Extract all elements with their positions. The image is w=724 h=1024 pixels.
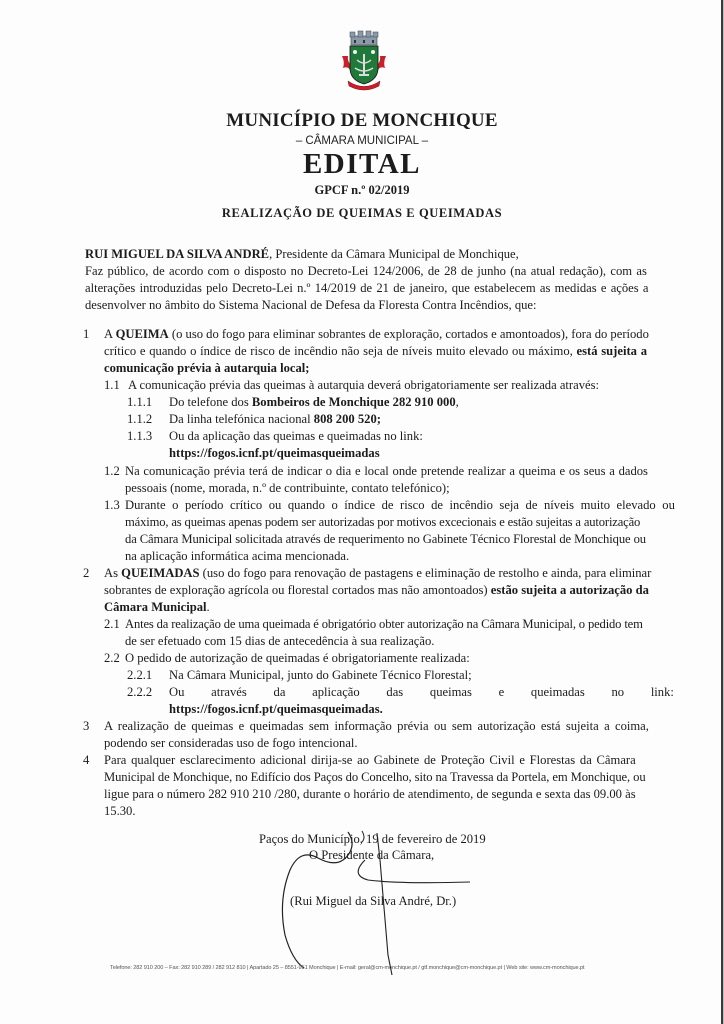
item-2-1-line-1: Antes da realização de uma queimada é obrigatório obter autorização na Câmara Municipal, o pedido tem [125,617,643,631]
item-2-2-text: O pedido de autorização de queimadas é obrigatoriamente realizada: [125,651,470,665]
footer-contact-info: Telefone: 282 910 200 – Fax: 282 910 289 / 282 912 810 | Apartado 25 – 8551-951 Monchique | E-mail: geral@cm-monchique.pt / gtf.monchique@cm-monchique.pt | Web site: www.cm-monchique.pt [110,965,585,971]
item-4-line-1: Para qualquer esclarecimento adicional dirija-se ao Gabinete de Proteção Civil e Florestas da Câmara [104,753,636,767]
item-1-1-2-pre: Da linha telefónica nacional [169,412,314,426]
coat-of-arms-icon [339,30,389,92]
municipality-title: MUNICÍPIO DE MONCHIQUE [226,110,498,131]
item-1-1-1-pre: Do telefone dos [169,395,252,409]
word: Ou [169,685,185,699]
president-name: RUI MIGUEL DA SILVA ANDRÉ [85,247,270,261]
word: aplicação [312,685,360,699]
item-4-line-2: Municipal de Monchique, no Edifício dos Paços do Concelho, sito na Travessa da Portela, em Monchique, ou [104,770,646,784]
national-line-phone: 808 200 520; [313,412,381,426]
word: através [211,685,247,699]
queimas-link-1[interactable]: https://fogos.icnf.pt/queimasqueimadas [169,446,380,460]
item-1-1-2-number: 1.1.2 [127,412,153,426]
intro-line-1: Faz público, de acordo com o disposto no Decreto-Lei 124/2006, de 28 de junho (na atual redação), com as [85,264,647,278]
item-1-line-3: comunicação prévia à autarquia local; [104,361,310,375]
word: no [611,685,625,699]
item-1-keyword: QUEIMA [115,327,169,341]
item-2-1-number: 2.1 [104,617,120,631]
chamber-subtitle: – CÂMARA MUNICIPAL – [295,135,429,147]
word: e [498,685,505,699]
item-2-text-2: sobrantes de exploração agrícola ou florestal cortados mas não amontoados) [104,583,491,597]
word: das [386,685,404,699]
item-1-1-1-number: 1.1.1 [127,395,153,409]
item-2-2-2-text [169,684,674,701]
signatory-title: O Presidente da Câmara, [309,848,435,862]
item-2-1-line-2: de ser efetuado com 15 dias de antecedência à sua realização. [125,634,435,648]
item-3-line-2: podendo ser consideradas uso de fogo intencional. [104,736,358,750]
item-2-line-2 [104,582,649,599]
item-2-pre: As [104,566,122,580]
item-1-line-2 [104,343,647,360]
intro-line-3: desenvolver no âmbito do Sistema Nacional de Defesa da Floresta Contra Incêndios, que: [85,298,537,312]
bombeiros-phone: Bombeiros de Monchique 282 910 000 [251,395,456,409]
item-1-1-1-tail: , [455,395,459,409]
item-1-pre: A [104,327,116,341]
item-4-number: 4 [83,753,90,767]
item-1-3-number: 1.3 [104,498,120,512]
document-subject: REALIZAÇÃO DE QUEIMAS E QUEIMADAS [221,206,503,220]
signatory-name: (Rui Miguel da Silva André, Dr.) [290,894,457,908]
item-4-line-3: ligue para o número 282 910 210 /280, durante o horário de atendimento, de segunda e sexta das 09.00 às [104,787,636,801]
document-type-title: EDITAL [302,148,422,180]
item-2-line-1 [104,565,651,582]
document-reference: GPCF n.º 02/2019 [314,183,410,197]
item-1-text: (o uso do fogo para eliminar sobrantes de exploração, cortados e amontoados), fora do período [168,327,649,341]
item-2-line-3 [104,599,210,616]
item-3-line-1: A realização de queimas e queimadas sem informação prévia ou sem autorização está sujeita a coima, [104,719,649,733]
item-1-line-1 [104,326,649,343]
item-1-bold-2: está sujeita a [576,344,648,358]
item-1-1-text: A comunicação prévia das queimas à autarquia deverá obrigatoriamente ser realizada através: [128,378,599,392]
item-1-2-line-2: pessoais (nome, morada, n.º de contribuinte, contato telefónico); [125,481,450,495]
intro-line-2: alterações introduzidas pelo Decreto-Lei n.º 14/2019 de 21 de janeiro, que estabelecem as medidas e ações a [85,281,649,295]
item-1-1-3-number: 1.1.3 [127,429,153,443]
item-1-1-1-text [169,394,459,411]
item-2-2-1-text: Na Câmara Municipal, junto do Gabinete Técnico Florestal; [169,668,472,682]
item-1-1-number: 1.1 [104,378,120,392]
item-1-text-2: crítico e quando o índice de risco de incêndio não seja de níveis muito elevado ou máximo, [104,344,577,358]
item-2-number: 2 [83,566,90,580]
queimas-link-2[interactable]: https://fogos.icnf.pt/queimasqueimadas. [169,702,383,716]
item-1-1-3-text: Ou da aplicação das queimas e queimadas no link: [169,429,423,443]
item-1-3-line-2: máximo, as queimas apenas podem ser autorizadas por motivos excecionais e estão sujeitas a autorização [125,515,641,529]
item-4-line-4: 15.30. [104,804,136,818]
item-1-2-number: 1.2 [104,464,120,478]
word: queimas [429,685,472,699]
item-1-2-line-1: Na comunicação prévia terá de indicar o dia e local onde pretende realizar a queima e os seus a dados [125,464,648,478]
place-date: Paços do Município, 19 de fevereiro de 2019 [259,832,486,846]
item-1-number: 1 [83,327,90,341]
item-1-3-line-3: da Câmara Municipal solicitada através de requerimento no Gabinete Técnico Florestal de Monchique ou [125,532,646,546]
item-1-1-2-text [169,411,381,428]
item-2-2-2-number: 2.2.2 [127,685,153,699]
item-2-keyword: QUEIMADAS [121,566,200,580]
item-3-number: 3 [83,719,90,733]
item-2-2-1-number: 2.2.1 [127,668,153,682]
word: da [273,685,286,699]
item-2-text: (uso do fogo para renovação de pastagens e eliminação de restolho e ainda, para eliminar [199,566,652,580]
word: link: [650,685,674,699]
word: queimadas [530,685,585,699]
item-1-3-line-1: Durante o período crítico ou quando o índice de risco de incêndio seja de níveis muito elevado ou [125,498,675,512]
president-role: , Presidente da Câmara Municipal de Monchique, [269,247,519,261]
item-2-bold-2: estão sujeita a autorização da [490,583,649,597]
intro-line-name [85,246,519,263]
item-2-2-number: 2.2 [104,651,120,665]
item-1-3-line-4: na aplicação informática acima mencionada. [125,549,350,563]
item-2-tail: . [206,600,210,614]
item-2-bold-3: Câmara Municipal [104,600,207,614]
